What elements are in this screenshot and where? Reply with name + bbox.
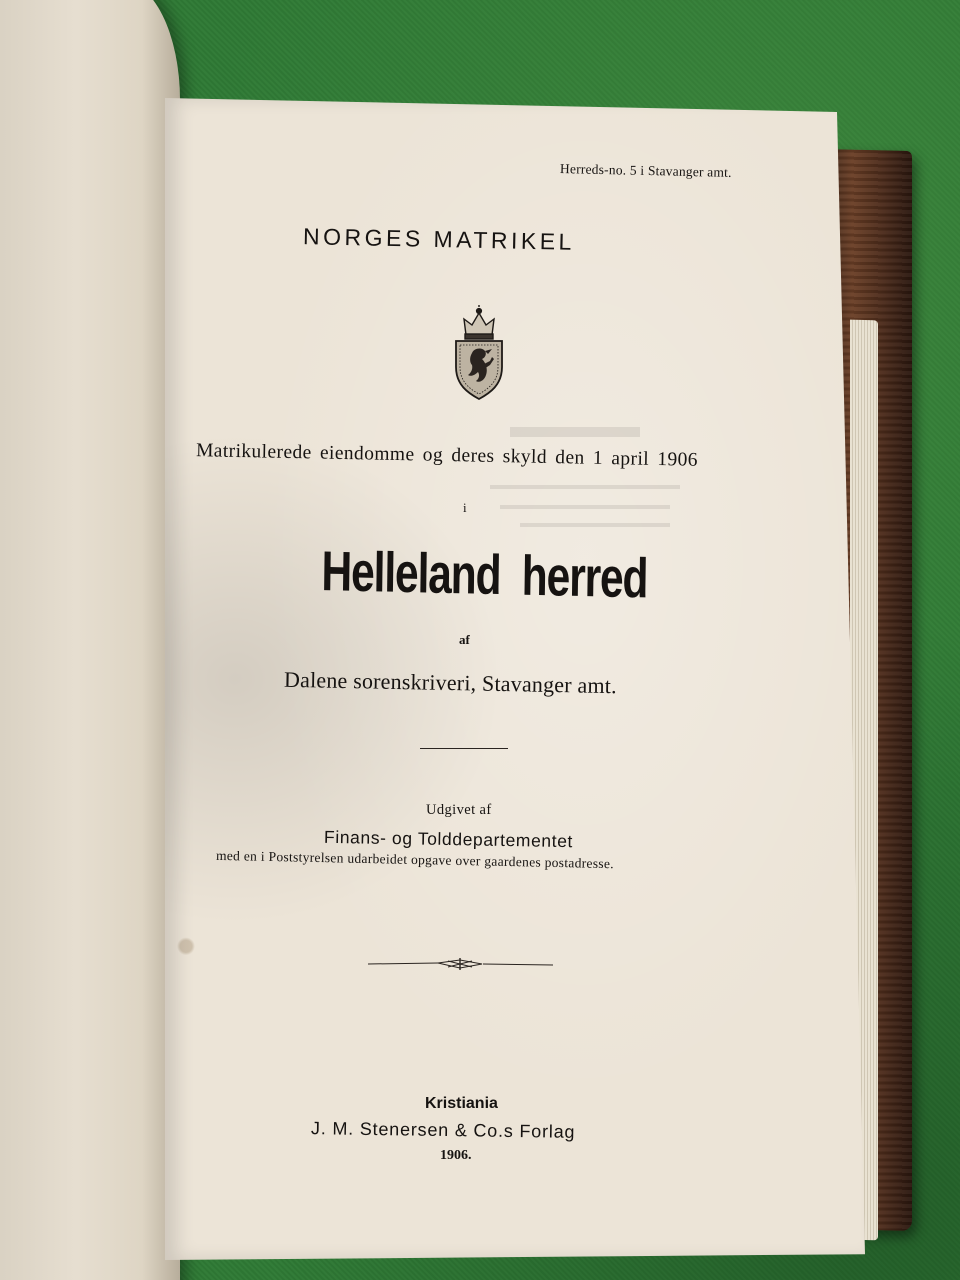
year: 1906.: [440, 1148, 472, 1163]
publisher-department: Finans- og Tolddepartementet: [323, 826, 574, 852]
left-page: [0, 0, 180, 1280]
place: Kristiania: [425, 1095, 498, 1112]
divider-rule: [420, 748, 508, 749]
series-title: NORGES MATRIKEL: [302, 223, 576, 255]
connector-i: i: [463, 500, 467, 515]
region-line: Dalene sorenskriveri, Stavanger amt.: [283, 666, 618, 699]
publisher-note: med en i Poststyrelsen udarbeidet opgave over gaardenes postadresse.: [215, 847, 615, 872]
coat-of-arms-icon: [452, 305, 506, 401]
ornamental-divider-icon: [368, 955, 553, 973]
reverse-print-show-through: [470, 415, 700, 535]
printer: J. M. Stenersen & Co.s Forlag: [310, 1118, 576, 1142]
published-by-label: Udgivet af: [426, 802, 492, 818]
herreds-number: Herreds-no. 5 i Stavanger amt.: [559, 161, 732, 180]
main-title: Helleland herred: [321, 538, 648, 610]
subtitle: Matrikulerede eiendomme og deres skyld den 1 april 1906: [195, 440, 699, 471]
connector-af: af: [459, 632, 470, 647]
